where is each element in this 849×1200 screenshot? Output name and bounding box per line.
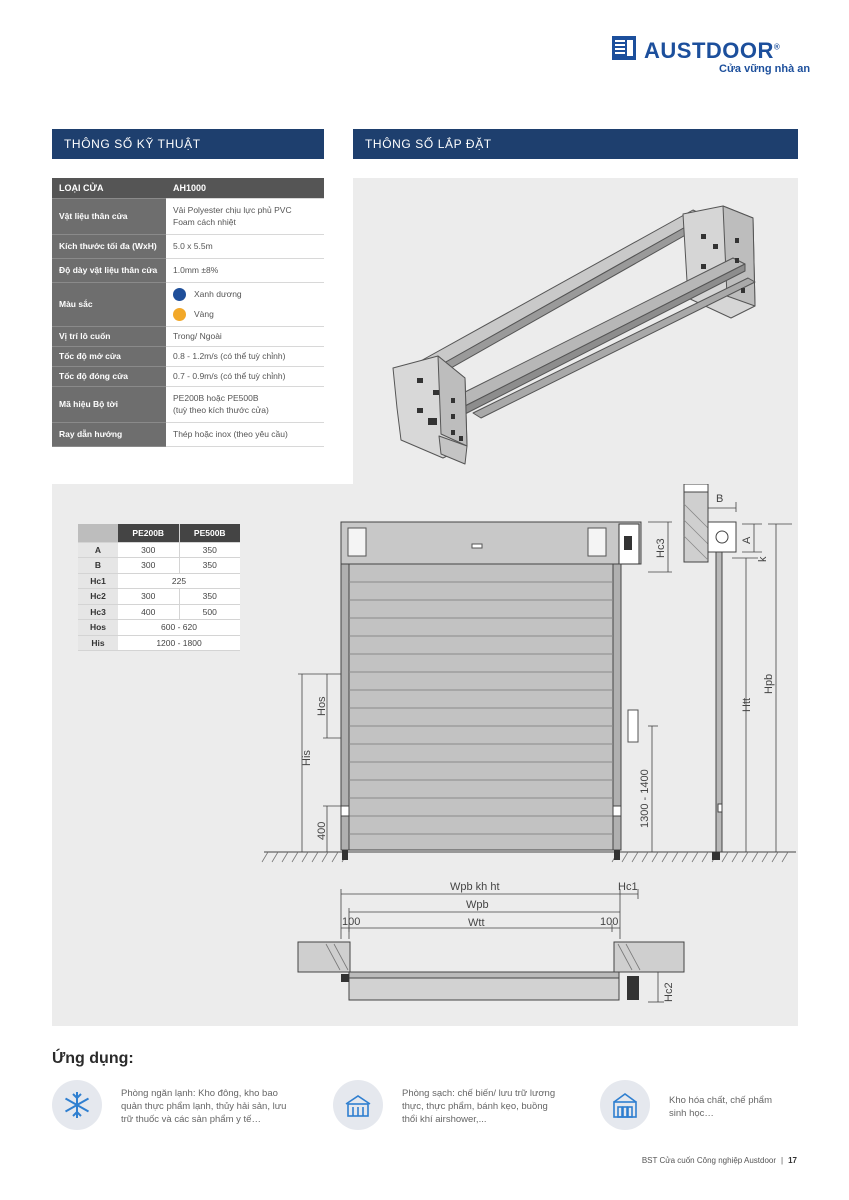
door-side-section [684, 484, 736, 860]
label-400: 400 [316, 821, 328, 840]
door-plan-view [298, 942, 684, 1000]
dim-key: Hc3 [78, 604, 118, 620]
dim-key: A [78, 542, 118, 558]
brand-reg: ® [773, 42, 781, 52]
spec-row-label: Độ dày vật liệu thân cửa [52, 258, 166, 282]
spec-row-label: Tốc độ đóng cửa [52, 366, 166, 386]
application-text: Kho hóa chất, chế phẩm sinh học… [669, 1095, 772, 1119]
spec-row-value: Vải Polyester chịu lực phủ PVC [173, 205, 292, 215]
spec-row-value: 0.7 - 0.9m/s (có thể tuỳ chỉnh) [166, 366, 324, 386]
footer-text: BST Cửa cuốn Công nghiệp Austdoor [641, 1156, 777, 1165]
install-section-title: THÔNG SỐ LẮP ĐẶT [353, 129, 798, 159]
dim-key: Hc1 [78, 573, 118, 589]
spec-row-label: Màu sắc [52, 282, 166, 326]
dim-key: B [78, 558, 118, 574]
color-options [166, 282, 324, 326]
dim-value: 225 [118, 573, 240, 589]
spec-row-label: Ray dẫn hướng [52, 422, 166, 446]
brand-tagline: Cửa vững nhà an [719, 63, 811, 75]
spec-row-label: Kích thước tối đa (WxH) [52, 234, 166, 258]
page-number: 17 [788, 1156, 797, 1165]
installation-technical-drawing [52, 484, 798, 1026]
spec-row-value: Foam cách nhiệt [173, 217, 236, 227]
brand-name: AUSTDOOR [644, 38, 774, 63]
spec-head-label: LOẠI CỬA [52, 178, 166, 198]
spec-row-value: Thép hoặc inox (theo yêu cầu) [166, 422, 324, 446]
page-footer [642, 1156, 797, 1165]
chemical-warehouse-icon [600, 1080, 650, 1130]
applications-title: Ứng dụng: [52, 1050, 134, 1067]
dim-key: Hc2 [78, 589, 118, 605]
spec-head-value: AH1000 [166, 178, 324, 198]
spec-table [52, 178, 324, 447]
austdoor-logo-icon [612, 36, 636, 60]
dim-value: 500 [179, 604, 240, 620]
label-1300-1400: 1300 - 1400 [639, 769, 651, 828]
door-front-elevation [341, 522, 641, 860]
specs-section-title: THÔNG SỐ KỸ THUẬT [52, 129, 324, 159]
roll-frame-illustration [353, 178, 798, 484]
color-name: Vàng [194, 309, 214, 319]
application-item [333, 1080, 555, 1130]
color-option [173, 284, 317, 304]
snowflake-icon [52, 1080, 102, 1130]
dim-value: 400 [118, 604, 179, 620]
label-hc3: Hc3 [655, 538, 667, 558]
dim-value: 350 [179, 542, 240, 558]
label-hc1: Hc1 [618, 881, 638, 893]
dim-value: 300 [118, 542, 179, 558]
dim-value: 300 [118, 558, 179, 574]
label-wpb-kh-ht: Wpb kh ht [450, 881, 500, 893]
dim-col-header: PE200B [118, 524, 179, 542]
application-item [600, 1080, 772, 1130]
footer-separator: | [781, 1156, 784, 1165]
label-a: A [741, 536, 753, 544]
dim-value: 600 - 620 [118, 620, 240, 636]
application-text: Phòng ngăn lạnh: Kho đông, kho bao quản thực phẩm lạnh, thủy hải sản, lưu trữ thuốc và các sản phẩm y tế… [121, 1088, 287, 1125]
application-text: Phòng sạch: chế biến/ lưu trữ lương thực, thực phẩm, bánh kẹo, buồng thổi khí airshower,... [402, 1088, 556, 1125]
color-name: Xanh dương [194, 289, 242, 299]
label-hos: Hos [316, 696, 328, 716]
label-wtt: Wtt [468, 917, 485, 929]
dim-key: Hos [78, 620, 118, 636]
label-htt: Htt [741, 697, 753, 712]
spec-row-label: Vị trí lô cuốn [52, 326, 166, 346]
dim-value: 1200 - 1800 [118, 635, 240, 651]
label-his: His [301, 750, 313, 766]
label-wpb: Wpb [466, 899, 489, 911]
color-swatch-blue [173, 288, 186, 301]
spec-row-value: (tuỳ theo kích thước cửa) [173, 405, 269, 415]
label-hpb: Hpb [763, 673, 775, 694]
spec-row-value: Trong/ Ngoài [166, 326, 324, 346]
spec-row-label: Vật liệu thân cửa [52, 198, 166, 234]
color-option [173, 304, 317, 324]
dim-value: 350 [179, 558, 240, 574]
brand-logo [612, 36, 811, 80]
label-100-right: 100 [600, 916, 619, 928]
spec-row-value: PE200B hoặc PE500B [173, 393, 259, 403]
label-b: B [716, 493, 724, 505]
dim-value: 300 [118, 589, 179, 605]
spec-row-value: 0.8 - 1.2m/s (có thể tuỳ chỉnh) [166, 346, 324, 366]
cleanroom-icon [333, 1080, 383, 1130]
spec-row-value: 5.0 x 5.5m [166, 234, 324, 258]
label-hc2: Hc2 [663, 982, 675, 1002]
label-k: k [757, 556, 769, 562]
application-item [52, 1080, 286, 1130]
label-100-left: 100 [342, 916, 361, 928]
dim-key: His [78, 635, 118, 651]
dim-value: 350 [179, 589, 240, 605]
color-swatch-yellow [173, 308, 186, 321]
spec-row-value: 1.0mm ±8% [166, 258, 324, 282]
spec-row-label: Mã hiệu Bộ tời [52, 386, 166, 422]
dim-col-header: PE500B [179, 524, 240, 542]
spec-row-label: Tốc độ mở cửa [52, 346, 166, 366]
